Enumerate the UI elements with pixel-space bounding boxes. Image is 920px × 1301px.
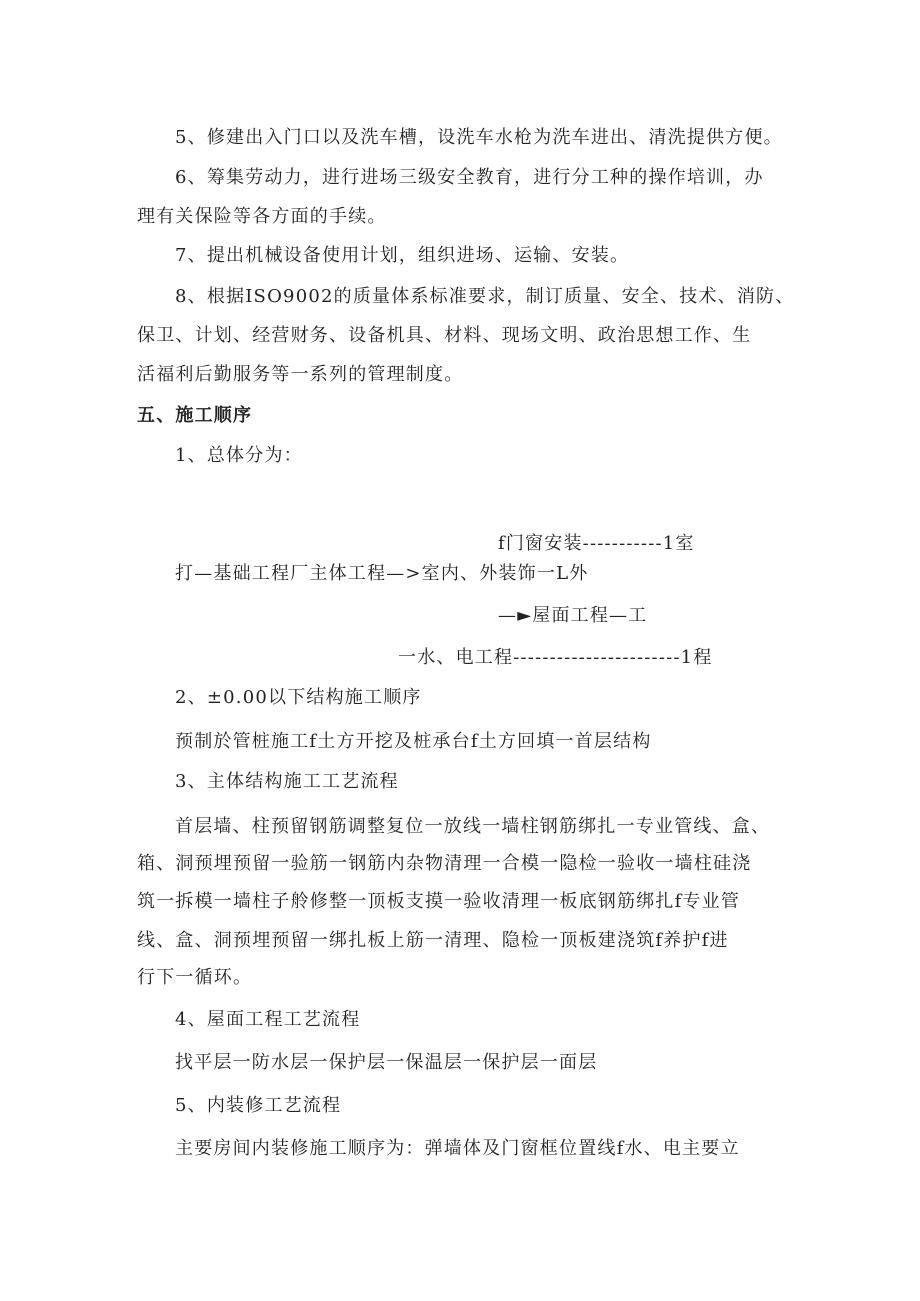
text-line: 7、提出机械设备使用计划，组织进场、运输、安装。 bbox=[175, 245, 630, 266]
text-line: 线、盒、洞预埋预留一绑扎板上筋一清理、隐检一顶板建浇筑f养护f进 bbox=[137, 930, 729, 951]
text-line: 5、修建出入门口以及洗车槽，设洗车水枪为洗车进出、清洗提供方便。 bbox=[175, 127, 783, 148]
flow-diagram-line: 打—基础工程厂主体工程—>室内、外装饰一L外 bbox=[175, 563, 589, 584]
flow-diagram-line: —►屋面工程—工 bbox=[498, 605, 648, 626]
subsection-heading: 3、主体结构施工工艺流程 bbox=[175, 771, 399, 792]
text-line: 行下一循环。 bbox=[137, 967, 253, 988]
text-line: 首层墙、柱预留钢筋调整复位一放线一墙柱钢筋绑扎一专业管线、盒、 bbox=[175, 816, 771, 837]
text-line: 理有关保险等各方面的手续。 bbox=[137, 206, 387, 227]
text-line: 6、筹集劳动力，进行进场三级安全教育，进行分工种的操作培训，办 bbox=[175, 167, 764, 188]
section-heading: 五、施工顺序 bbox=[137, 405, 253, 426]
flow-diagram-line: f门窗安装-----------1室 bbox=[498, 533, 695, 554]
text-line: 找平层一防水层一保护层一保温层一保护层一面层 bbox=[175, 1052, 598, 1073]
subsection-heading: 2、±0.00以下结构施工顺序 bbox=[175, 687, 422, 708]
text-line: 保卫、计划、经营财务、设备机具、材料、现场文明、政治思想工作、生 bbox=[137, 325, 752, 346]
text-line: 活福利后勤服务等一系列的管理制度。 bbox=[137, 364, 464, 385]
subsection-heading: 5、内装修工艺流程 bbox=[175, 1095, 342, 1116]
subsection-heading: 4、屋面工程工艺流程 bbox=[175, 1009, 361, 1030]
flow-diagram-line: 一水、电工程-----------------------1程 bbox=[398, 647, 713, 668]
text-line: 筑一拆模一墙柱子舲修整一顶板支摸一验收清理一板底钢筋绑扎f专业管 bbox=[137, 891, 741, 912]
subsection-heading: 1、总体分为： bbox=[175, 445, 303, 466]
text-line: 主要房间内装修施工顺序为：弹墙体及门窗框位置线f水、电主要立 bbox=[175, 1138, 740, 1159]
text-line: 预制於管桩施工f土方开挖及桩承台f土方回填一首层结构 bbox=[175, 731, 652, 752]
text-line: 8、根据ISO9002的质量体系标准要求，制订质量、安全、技术、消防、 bbox=[175, 286, 795, 307]
text-line: 箱、洞预埋预留一验筋一钢筋内杂物清理一合模一隐检一验收一墙柱硅浇 bbox=[137, 853, 752, 874]
